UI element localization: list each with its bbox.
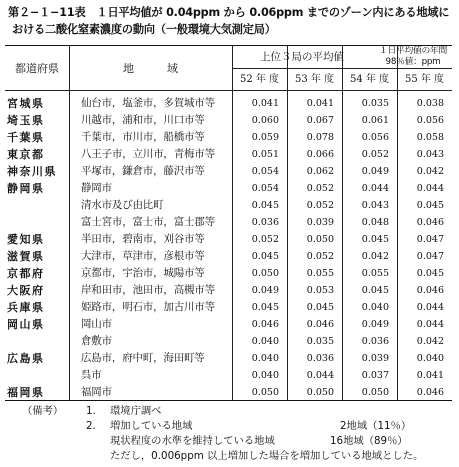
cell-fy54: 0.043 <box>361 200 389 211</box>
cell-prefecture <box>7 214 69 231</box>
cell-fy53: 0.045 <box>306 302 334 313</box>
header-divider <box>5 90 452 91</box>
cell-fy52: 0.040 <box>251 336 279 347</box>
cell-prefecture <box>7 197 69 214</box>
cell-fy55: 0.046 <box>416 217 444 228</box>
remark-2a-value: 2地域（11％） <box>340 420 412 432</box>
cell-fy52: 0.050 <box>251 387 279 398</box>
cell-fy52: 0.040 <box>251 353 279 364</box>
table-row <box>5 367 452 384</box>
table-row <box>5 214 452 231</box>
cell-fy53: 0.046 <box>306 319 334 330</box>
header-annual-98-percentile: １日平均値の年間98％値：ppm <box>379 46 447 67</box>
cell-fy53: 0.036 <box>306 353 334 364</box>
table-row <box>5 163 452 180</box>
cell-fy54: 0.050 <box>361 387 389 398</box>
header-year-54: 54 年 度 <box>349 74 390 85</box>
cell-area: 岸和田市，池田市，高槻市等 <box>81 284 215 296</box>
cell-area: 仙台市，塩釜市，多賀城市等 <box>81 97 215 109</box>
cell-prefecture: 京都府 <box>7 267 45 280</box>
cell-fy54: 0.039 <box>361 353 389 364</box>
cell-prefecture: 大阪府 <box>7 284 45 297</box>
cell-fy54: 0.056 <box>361 132 389 143</box>
table-title <box>8 4 453 38</box>
cell-fy53: 0.039 <box>306 217 334 228</box>
header-subdivider <box>232 68 452 69</box>
remark-2a-text: 増加している地域 <box>110 420 193 432</box>
cell-area: 川越市，浦和市，川口市等 <box>81 114 205 126</box>
remark-1-number: 1. <box>86 405 96 417</box>
table-row <box>5 333 452 350</box>
cell-fy52: 0.036 <box>251 217 279 228</box>
cell-area: 大津市，草津市，彦根市等 <box>81 250 205 262</box>
remark-1-text: 環境庁調べ <box>110 405 162 417</box>
cell-area: 八王子市，立川市，青梅市等 <box>81 148 215 160</box>
cell-fy54: 0.036 <box>361 336 389 347</box>
cell-fy55: 0.044 <box>416 183 444 194</box>
cell-fy55: 0.056 <box>416 115 444 126</box>
table-row <box>5 95 452 112</box>
table-title-line-1: 第２−１−11表 １日平均値が 0.04ppm から 0.06ppm までのゾーン内にある地域に <box>8 6 450 19</box>
cell-prefecture: 岡山県 <box>7 318 45 331</box>
cell-fy55: 0.043 <box>416 149 444 160</box>
cell-fy53: 0.050 <box>306 387 334 398</box>
table-row <box>5 299 452 316</box>
table-row <box>5 231 452 248</box>
header-year-53: 53 年 度 <box>294 74 335 85</box>
cell-fy55: 0.058 <box>416 132 444 143</box>
cell-fy53: 0.067 <box>306 115 334 126</box>
cell-fy53: 0.052 <box>306 251 334 262</box>
cell-prefecture: 兵庫県 <box>7 301 45 314</box>
cell-fy52: 0.045 <box>251 200 279 211</box>
cell-fy53: 0.078 <box>306 132 334 143</box>
cell-fy53: 0.035 <box>306 336 334 347</box>
header-prefecture: 都道府県 <box>15 62 59 75</box>
cell-prefecture: 広島県 <box>7 352 45 365</box>
cell-fy55: 0.046 <box>416 285 444 296</box>
header-area: 地 域 <box>123 62 178 75</box>
cell-fy52: 0.060 <box>251 115 279 126</box>
cell-fy54: 0.045 <box>361 234 389 245</box>
cell-fy52: 0.049 <box>251 285 279 296</box>
cell-fy55: 0.044 <box>416 302 444 313</box>
cell-fy53: 0.052 <box>306 200 334 211</box>
cell-fy54: 0.049 <box>361 319 389 330</box>
cell-area: 千葉市，市川市，船橋市等 <box>81 131 205 143</box>
cell-fy52: 0.054 <box>251 183 279 194</box>
table-row <box>5 112 452 129</box>
table-row <box>5 384 452 401</box>
table-row <box>5 129 452 146</box>
cell-area: 清水市及び由比町 <box>81 199 164 211</box>
cell-fy52: 0.059 <box>251 132 279 143</box>
cell-fy54: 0.042 <box>361 251 389 262</box>
cell-fy52: 0.051 <box>251 149 279 160</box>
table-title-line-2: おける二酸化窒素濃度の動向（一般環境大気測定局） <box>12 23 276 36</box>
cell-fy55: 0.044 <box>416 319 444 330</box>
cell-area: 京都市，宇治市，城陽市等 <box>81 267 205 279</box>
no2-trend-table <box>5 45 452 401</box>
header-year-52: 52 年 度 <box>239 74 280 85</box>
cell-fy54: 0.061 <box>361 115 389 126</box>
cell-prefecture: 静岡県 <box>7 182 45 195</box>
cell-area: 倉敷市 <box>81 335 112 347</box>
cell-fy53: 0.062 <box>306 166 334 177</box>
cell-fy55: 0.047 <box>416 234 444 245</box>
cell-fy54: 0.055 <box>361 268 389 279</box>
table-row <box>5 197 452 214</box>
cell-fy55: 0.042 <box>416 336 444 347</box>
remark-2-number: 2. <box>86 420 96 432</box>
cell-fy54: 0.044 <box>361 183 389 194</box>
cell-prefecture: 神奈川県 <box>7 165 57 178</box>
cell-fy52: 0.040 <box>251 370 279 381</box>
cell-fy54: 0.035 <box>361 98 389 109</box>
table-row <box>5 146 452 163</box>
cell-area: 平塚市，鎌倉市，藤沢市等 <box>81 165 205 177</box>
cell-area: 岡山市 <box>81 318 112 330</box>
cell-fy52: 0.054 <box>251 166 279 177</box>
cell-fy54: 0.037 <box>361 370 389 381</box>
cell-prefecture: 福岡県 <box>7 386 45 399</box>
cell-prefecture: 滋賀県 <box>7 250 45 263</box>
header-top3-average: 上位３局の平均値 <box>260 51 344 63</box>
cell-fy55: 0.047 <box>416 251 444 262</box>
cell-fy55: 0.042 <box>416 166 444 177</box>
remark-2b-text: 現状程度の水準を維持している地域 <box>110 435 275 447</box>
cell-fy53: 0.041 <box>306 98 334 109</box>
cell-prefecture: 愛知県 <box>7 233 45 246</box>
cell-fy55: 0.045 <box>416 200 444 211</box>
cell-fy54: 0.048 <box>361 217 389 228</box>
cell-fy53: 0.066 <box>306 149 334 160</box>
remark-2c-text: ただし，0.006ppm 以上増加した場合を増加している地域とした。 <box>110 450 424 462</box>
cell-fy52: 0.046 <box>251 319 279 330</box>
cell-fy55: 0.046 <box>416 387 444 398</box>
cell-fy54: 0.052 <box>361 149 389 160</box>
table-row <box>5 316 452 333</box>
cell-fy55: 0.041 <box>416 370 444 381</box>
cell-fy54: 0.049 <box>361 166 389 177</box>
cell-area: 半田市，碧南市，刈谷市等 <box>81 233 205 245</box>
table-row <box>5 350 452 367</box>
cell-fy52: 0.045 <box>251 302 279 313</box>
cell-fy54: 0.040 <box>361 302 389 313</box>
cell-area: 静岡市 <box>81 182 112 194</box>
header-year-55: 55 年 度 <box>404 74 445 85</box>
cell-prefecture: 千葉県 <box>7 131 45 144</box>
cell-prefecture <box>7 367 69 384</box>
cell-fy52: 0.045 <box>251 251 279 262</box>
cell-prefecture: 埼玉県 <box>7 114 45 127</box>
cell-prefecture: 宮城県 <box>7 97 45 110</box>
cell-fy53: 0.055 <box>306 268 334 279</box>
cell-area: 福岡市 <box>81 386 112 398</box>
table-row <box>5 248 452 265</box>
cell-area: 広島市，府中町，海田町等 <box>81 352 205 364</box>
cell-fy53: 0.044 <box>306 370 334 381</box>
table-row <box>5 180 452 197</box>
cell-area: 姫路市，明石市，加古川市等 <box>81 301 215 313</box>
cell-prefecture <box>7 333 69 350</box>
cell-fy55: 0.045 <box>416 268 444 279</box>
cell-fy52: 0.052 <box>251 234 279 245</box>
cell-fy55: 0.038 <box>416 98 444 109</box>
cell-fy54: 0.045 <box>361 285 389 296</box>
cell-area: 富士宮市，富士市，富士郡等 <box>81 216 215 228</box>
cell-fy52: 0.050 <box>251 268 279 279</box>
remark-2b-value: 16地域（89％） <box>330 435 408 447</box>
remarks-label: （備考） <box>22 405 64 417</box>
cell-fy53: 0.052 <box>306 183 334 194</box>
cell-area: 呉市 <box>81 369 102 381</box>
cell-prefecture: 東京都 <box>7 148 45 161</box>
cell-fy55: 0.040 <box>416 353 444 364</box>
cell-fy53: 0.050 <box>306 234 334 245</box>
table-row <box>5 282 452 299</box>
cell-fy52: 0.041 <box>251 98 279 109</box>
table-row <box>5 265 452 282</box>
cell-fy53: 0.053 <box>306 285 334 296</box>
